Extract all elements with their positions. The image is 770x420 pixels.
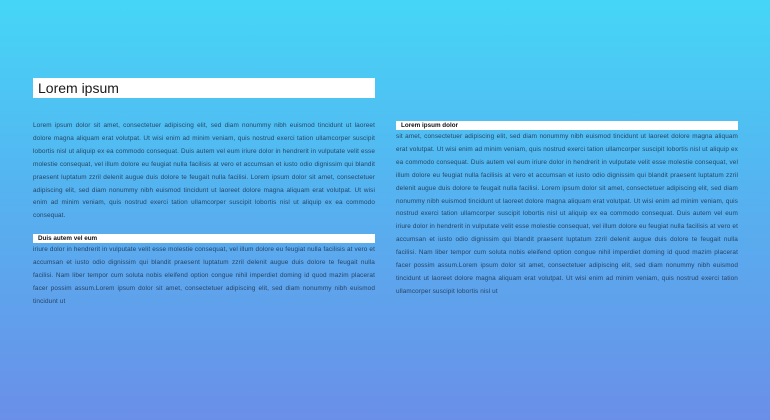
right-subheading: Lorem ipsum dolor bbox=[396, 121, 738, 130]
right-column bbox=[396, 121, 738, 299]
right-paragraph: sit amet, consectetuer adipiscing elit, sed diam nonummy nibh euismod tincidunt ut laoreet dolore magna aliquam erat volutpat. Ut wisi enim ad minim veniam, quis nostrud exerci tation ullamcorper suscipit lobortis nisl ut aliquip ex ea commodo consequat. Duis autem vel eum iriure dolor in hendrerit in vulputate velit esse molestie consequat, vel illum dolore eu feugiat nulla facilisis at vero et accumsan et iusto odio dignissim qui blandit praesent luptatum zzril delenit augue duis dolore te feugait nulla facilisi. Lorem ipsum dolor sit amet, consectetuer adipiscing elit, sed diam nonummy nibh euismod tincidunt ut laoreet dolore magna aliquam erat volutpat. Ut wisi enim ad minim veniam, quis nostrud exerci tation ullamcorper suscipit lobortis nisl ut aliquip ex ea commodo consequat. Duis autem vel eum iriure dolor in hendrerit in vulputate velit esse molestie consequat, vel illum dolore eu feugiat nulla facilisis at vero et accumsan et iusto odio dignissim qui blandit praesent luptatum zzril delenit augue duis dolore te feugait nulla facilisi. Nam liber tempor cum soluta nobis eleifend option congue nihil imperdiet doming id quod mazim placerat facer possim assum.Lorem ipsum dolor sit amet, consectetuer adipiscing elit, sed diam nonummy nibh euismod tincidunt ut laoreet dolore magna aliquam erat volutpat. Ut wisi enim ad minim veniam, quis nostrud exerci tation ullamcorper suscipit lobortis nisl ut bbox=[396, 133, 738, 295]
page-title: Lorem ipsum bbox=[33, 78, 375, 98]
left-column bbox=[33, 78, 375, 309]
left-subheading: Duis autem vel eum bbox=[33, 234, 375, 243]
left-paragraph-2: iriure dolor in hendrerit in vulputate velit esse molestie consequat, vel illum dolore eu feugiat nulla facilisis at vero et accumsan et iusto odio dignissim qui blandit praesent luptatum zzril delenit augue duis dolore te feugait nulla facilisi. Nam liber tempor cum soluta nobis eleifend option congue nihil imperdiet doming id quod mazim placerat facer possim assum.Lorem ipsum dolor sit amet, consectetuer adipiscing elit, sed diam nonummy nibh euismod tincidunt ut bbox=[33, 246, 375, 305]
left-paragraph-1: Lorem ipsum dolor sit amet, consectetuer adipiscing elit, sed diam nonummy nibh euismod tincidunt ut laoreet dolore magna aliquam erat volutpat. Ut wisi enim ad minim veniam, quis nostrud exerci tation ullamcorper suscipit lobortis nisl ut aliquip ex ea commodo consequat. Duis autem vel eum iriure dolor in hendrerit in vulputate velit esse molestie consequat, vel illum dolore eu feugiat nulla facilisis at vero et accumsan et iusto odio dignissim qui blandit praesent luptatum zzril delenit augue duis dolore te feugait nulla facilisi. Lorem ipsum dolor sit amet, consectetuer adipiscing elit, sed diam nonummy nibh euismod tincidunt ut laoreet dolore magna aliquam erat volutpat. Ut wisi enim ad minim veniam, quis nostrud exerci tation ullamcorper suscipit lobortis nisl ut aliquip ex ea commodo consequat. bbox=[33, 122, 375, 220]
